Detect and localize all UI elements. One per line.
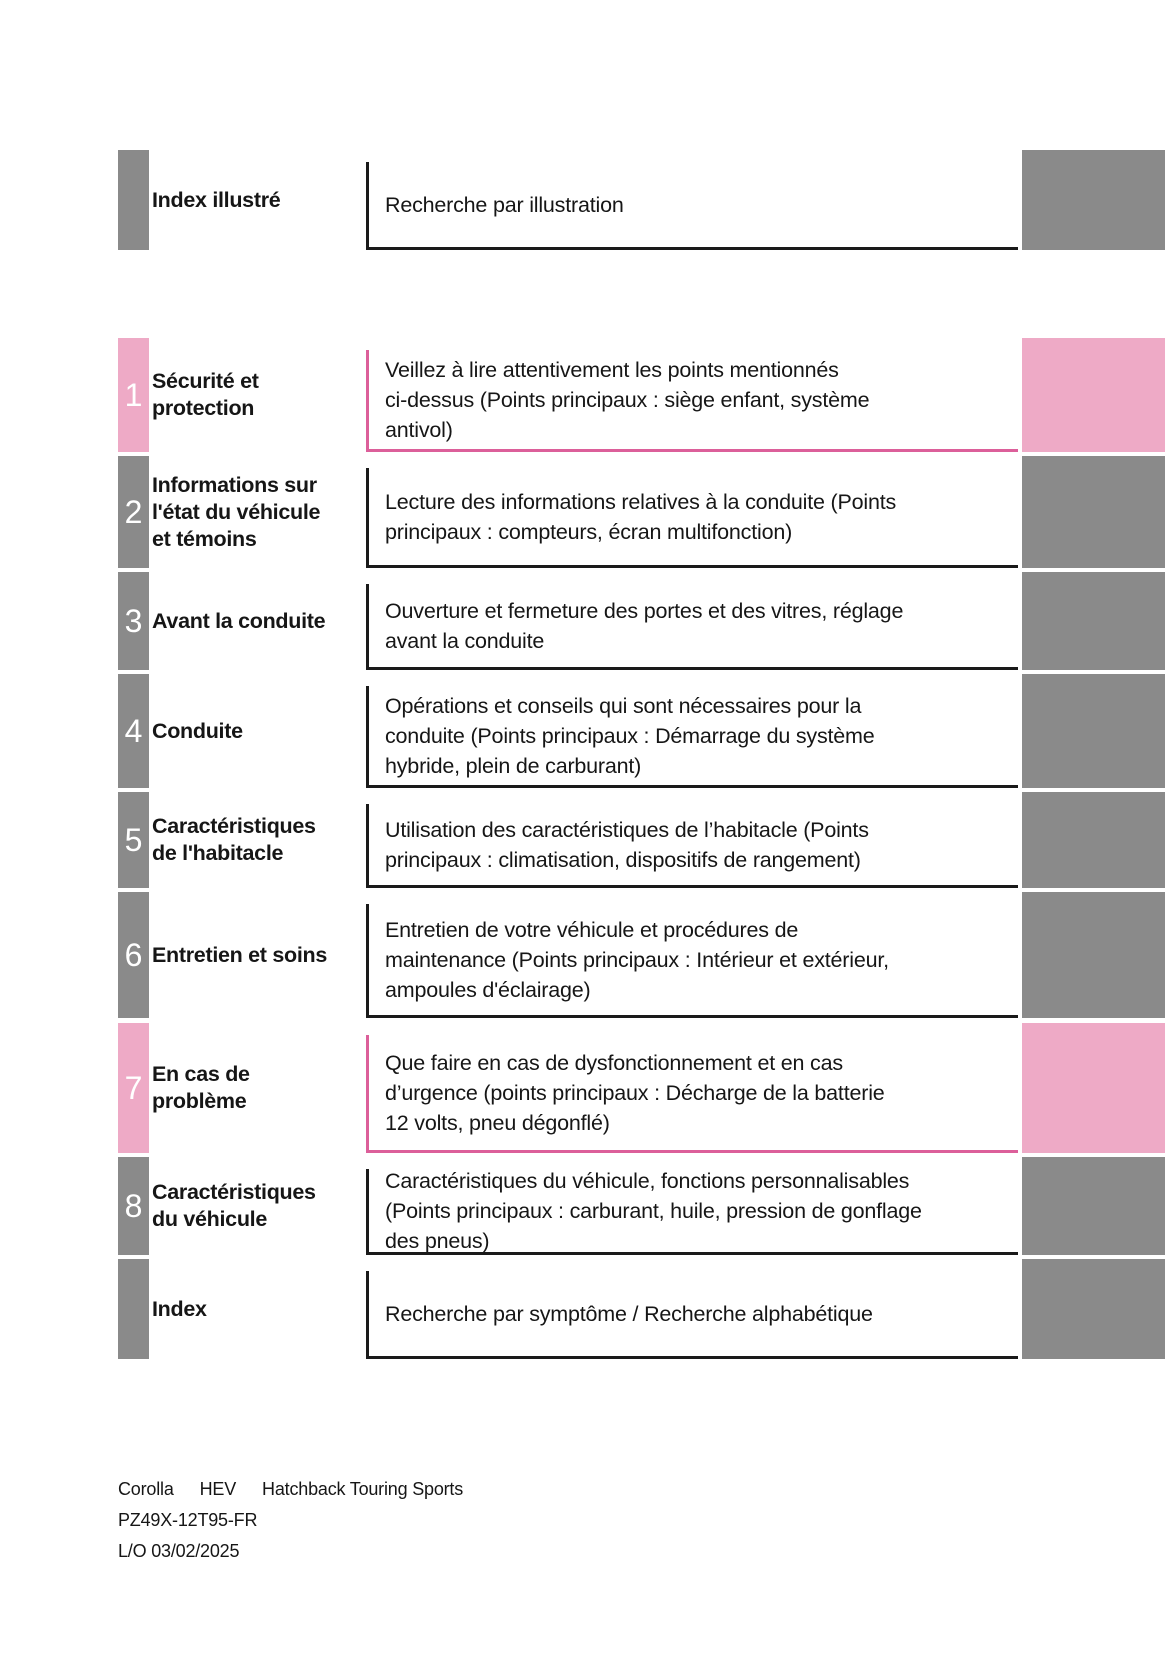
section-color-block — [1022, 1023, 1165, 1153]
section-description-line: ampoules d'éclairage) — [385, 977, 591, 1002]
section-number-tab — [118, 456, 149, 568]
page-footer — [118, 1474, 463, 1567]
toc-row — [118, 674, 1165, 788]
section-label — [152, 1259, 352, 1359]
section-label-line: Conduite — [152, 718, 243, 743]
section-label-line: l'état du véhicule — [152, 499, 321, 524]
footer-model-line — [118, 1474, 463, 1505]
toc-row — [118, 1157, 1165, 1255]
toc-row — [118, 572, 1165, 670]
footer-engine: HEV — [199, 1479, 237, 1499]
section-number: 7 — [124, 1070, 143, 1106]
section-label-line: Caractéristiques — [152, 1180, 316, 1204]
section-description-line: conduite (Points principaux : Démarrage du système — [385, 723, 875, 748]
section-label-line: Index illustré — [152, 187, 281, 212]
section-description-line: maintenance (Points principaux : Intérieur et extérieur, — [385, 947, 889, 972]
section-description — [366, 1035, 1018, 1153]
section-description-line: hybride, plein de carburant) — [385, 753, 642, 778]
section-description-line: d’urgence (points principaux : Décharge de la batterie — [385, 1080, 885, 1105]
section-number: 3 — [124, 603, 143, 639]
section-color-block — [1022, 1259, 1165, 1359]
section-label-line: du véhicule — [152, 1207, 267, 1231]
section-label — [152, 150, 352, 250]
section-number-tab — [118, 1259, 149, 1359]
toc-row — [118, 150, 1165, 250]
toc-row — [118, 456, 1165, 568]
section-label-line: Index — [152, 1296, 207, 1321]
section-description-line: antivol) — [385, 417, 453, 442]
section-description-line: des pneus) — [385, 1228, 490, 1253]
section-description — [366, 1169, 1018, 1255]
section-label — [152, 892, 352, 1018]
section-description-line: Entretien de votre véhicule et procédures de — [385, 917, 799, 942]
section-description-line: Caractéristiques du véhicule, fonctions personnalisables — [385, 1168, 910, 1193]
section-color-block — [1022, 792, 1165, 888]
section-description-line: Ouverture et fermeture des portes et des vitres, réglage — [385, 598, 904, 623]
toc-row — [118, 338, 1165, 452]
section-label-line: Caractéristiques — [152, 814, 316, 838]
section-description — [366, 468, 1018, 568]
section-color-block — [1022, 572, 1165, 670]
section-description-line: Lecture des informations relatives à la conduite (Points — [385, 489, 897, 514]
section-color-block — [1022, 456, 1165, 568]
section-description — [366, 162, 1018, 250]
section-number: 8 — [124, 1188, 143, 1224]
section-description-line: Utilisation des caractéristiques de l’habitacle (Points — [385, 817, 869, 842]
section-description-line: Recherche par illustration — [385, 192, 624, 217]
footer-body-type: Hatchback Touring Sports — [262, 1479, 464, 1499]
section-description — [366, 904, 1018, 1018]
section-number: 5 — [124, 822, 143, 858]
toc-row — [118, 1259, 1165, 1359]
section-number-tab — [118, 1157, 149, 1255]
section-description — [366, 584, 1018, 670]
footer-part-number: PZ49X-12T95-FR — [118, 1510, 258, 1530]
section-number: 4 — [124, 713, 143, 749]
section-number: 6 — [124, 937, 143, 973]
section-description-line: principaux : climatisation, dispositifs de rangement) — [385, 847, 861, 872]
section-label — [152, 456, 352, 568]
section-label-line: de l'habitacle — [152, 841, 284, 865]
table-of-contents — [118, 150, 1165, 1359]
toc-row — [118, 1023, 1165, 1153]
section-color-block — [1022, 674, 1165, 788]
section-label — [152, 1157, 352, 1255]
section-label — [152, 1023, 352, 1153]
section-description-line: ci-dessus (Points principaux : siège enfant, système — [385, 387, 870, 412]
section-number-tab — [118, 572, 149, 670]
section-description — [366, 1271, 1018, 1359]
section-label — [152, 338, 352, 452]
section-label — [152, 572, 352, 670]
section-number-tab — [118, 338, 149, 452]
footer-model: Corolla — [118, 1479, 174, 1499]
section-label-line: Avant la conduite — [152, 608, 326, 633]
section-label-line: Entretien et soins — [152, 942, 327, 967]
section-number-tab — [118, 674, 149, 788]
footer-layout-date: L/O 03/02/2025 — [118, 1541, 240, 1561]
section-label — [152, 792, 352, 888]
section-label-line: Informations sur — [152, 472, 317, 497]
section-color-block — [1022, 892, 1165, 1018]
section-description-line: Veillez à lire attentivement les points mentionnés — [385, 357, 839, 382]
toc-row — [118, 792, 1165, 888]
section-number-tab — [118, 792, 149, 888]
section-color-block — [1022, 338, 1165, 452]
section-color-block — [1022, 1157, 1165, 1255]
section-number-tab — [118, 1023, 149, 1153]
section-number: 1 — [124, 377, 143, 413]
section-label-line: Sécurité et — [152, 369, 259, 393]
section-description-line: 12 volts, pneu dégonflé) — [385, 1110, 610, 1135]
section-description-line: Opérations et conseils qui sont nécessaires pour la — [385, 693, 862, 718]
section-label — [152, 674, 352, 788]
section-label-line: protection — [152, 396, 255, 420]
section-number-tab — [118, 150, 149, 250]
section-description-line: (Points principaux : carburant, huile, pression de gonflage — [385, 1198, 922, 1223]
section-description — [366, 350, 1018, 452]
section-label-line: En cas de — [152, 1062, 250, 1086]
section-label-line: problème — [152, 1089, 247, 1113]
toc-row — [118, 892, 1165, 1018]
section-number: 2 — [124, 494, 143, 530]
section-label-line: et témoins — [152, 526, 257, 551]
section-description-line: Recherche par symptôme / Recherche alphabétique — [385, 1301, 873, 1326]
section-number-tab — [118, 892, 149, 1018]
section-color-block — [1022, 150, 1165, 250]
section-description — [366, 686, 1018, 788]
section-description — [366, 804, 1018, 888]
section-description-line: avant la conduite — [385, 628, 545, 653]
section-description-line: principaux : compteurs, écran multifonction) — [385, 519, 793, 544]
section-description-line: Que faire en cas de dysfonctionnement et en cas — [385, 1050, 843, 1075]
